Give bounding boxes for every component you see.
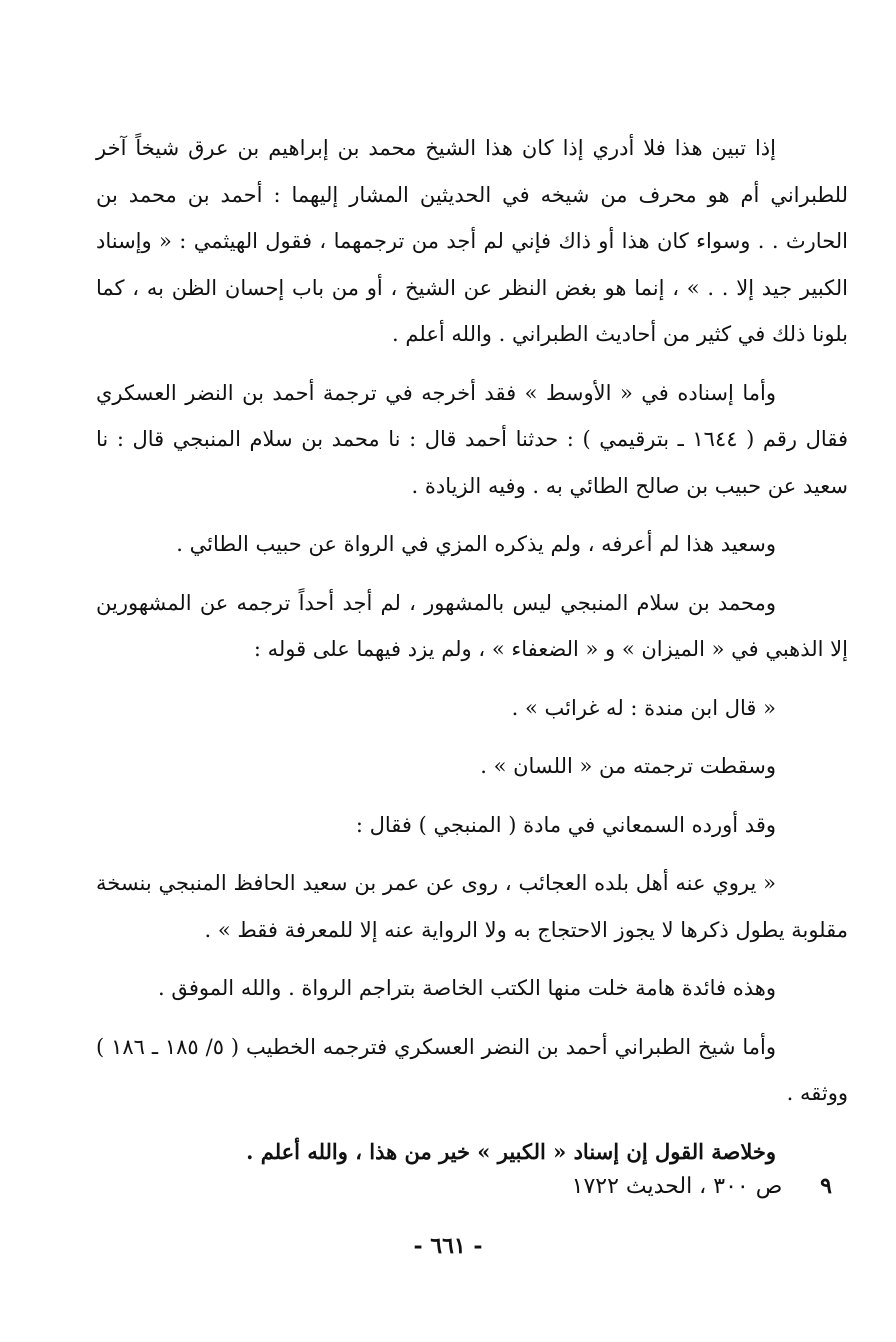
main-text — [96, 125, 848, 1187]
note-text: ص ٣٠٠ ، الحديث ١٧٢٢ — [571, 1174, 783, 1199]
paragraph-1: إذا تبين هذا فلا أدري إذا كان هذا الشيخ محمد بن إبراهيم بن عرق شيخاً آخر للطبراني أم هو محرف من شيخه في الحديثين المشار إليهما : أحمد بن محمد بن الحارث . . وسواء كان هذا أو ذاك فإني لم أجد من ترجمهما ، فقول الهيثمي : « وإسناد الكبير جيد إلا . . » ، إنما هو بغض النظر عن الشيخ ، أو من باب إحسان الظن به ، كما بلونا ذلك في كثير من أحاديث الطبراني . والله أعلم . — [96, 136, 849, 346]
paragraph-3: وسعيد هذا لم أعرفه ، ولم يذكره المزي في الرواة عن حبيب الطائي . — [176, 532, 776, 556]
paragraph-4: ومحمد بن سلام المنبجي ليس بالمشهور ، لم أجد أحداً ترجمه عن المشهورين إلا الذهبي في « الميزان » و « الضعفاء » ، ولم يزد فيهما على قوله : — [96, 590, 848, 661]
paragraph-7: وقد أورده السمعاني في مادة ( المنبجي ) فقال : — [355, 812, 776, 837]
paragraph-10: وأما شيخ الطبراني أحمد بن النضر العسكري فترجمه الخطيب ( ٥/ ١٨٥ ـ ١٨٦ ) ووثقه . — [96, 1034, 848, 1105]
conclusion-paragraph: وخلاصة القول إن إسناد « الكبير » خير من هذا ، والله أعلم . — [246, 1138, 776, 1164]
note-number: ٩ — [820, 1173, 832, 1199]
quote-2: « يروي عنه أهل بلده العجائب ، روى عن عمر بن سعيد الحافظ المنبجي بنسخة مقلوبة يطول ذكرها لا يجوز الاحتجاج به ولا الرواية عنه إلا للمعرفة فقط » . — [96, 871, 848, 942]
paragraph-9: وهذه فائدة هامة خلت منها الكتب الخاصة بتراجم الرواة . والله الموفق . — [158, 976, 776, 1000]
quote-1: « قال ابن مندة : له غرائب » . — [511, 695, 776, 720]
paragraph-6: وسقطت ترجمته من « اللسان » . — [480, 754, 776, 778]
paragraph-2: وأما إسناده في « الأوسط » فقد أخرجه في ترجمة أحمد بن النضر العسكري فقال رقم ( ١٦٤٤ ـ بترقيمي ) : حدثنا أحمد قال : نا محمد بن سلام المنبجي قال : نا سعيد عن حبيب بن صالح الطائي به . وفيه الزيادة . — [96, 380, 848, 498]
page-number: - ٦٦١ - — [413, 1233, 483, 1259]
footnote-reference — [92, 1166, 832, 1207]
